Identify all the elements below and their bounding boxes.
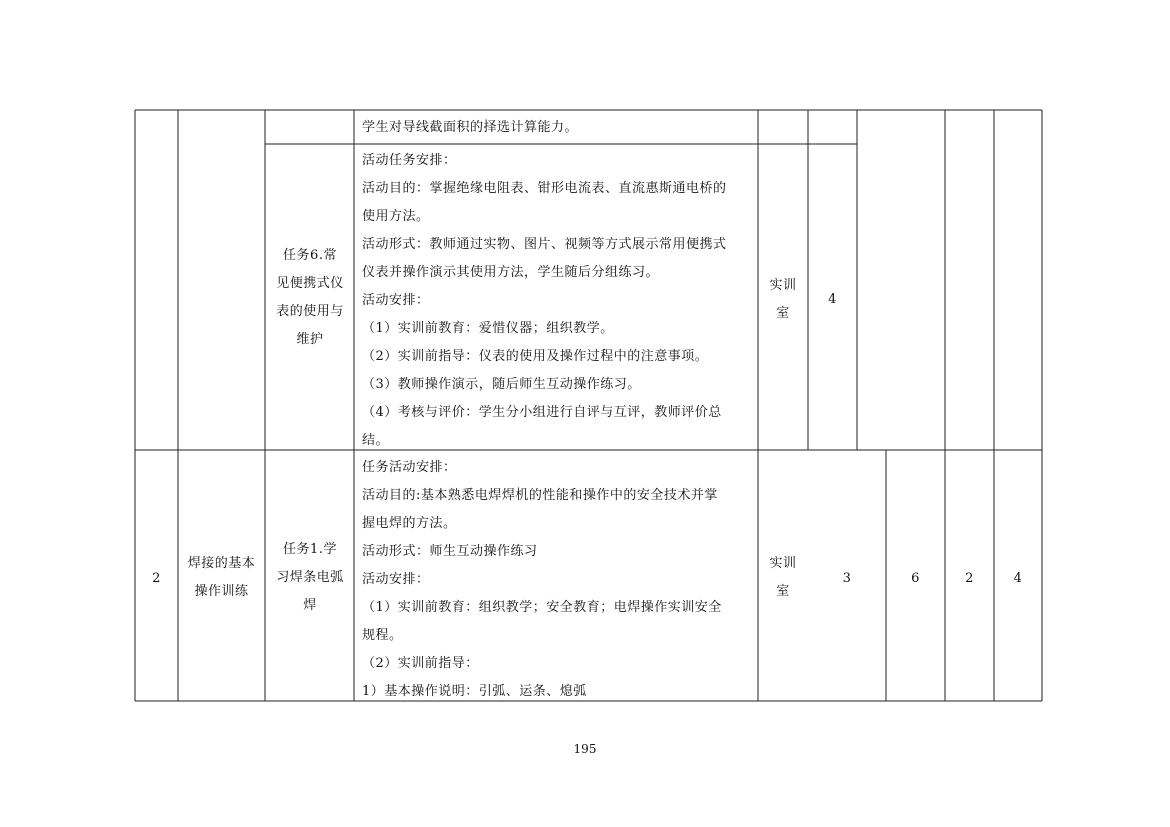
col-b-value: 4 [1013,571,1023,586]
task-1-name: 任务1.学 习焊条电弧 焊 [276,542,344,613]
task-1-location: 实训 室 [769,556,797,599]
task-6-hours: 4 [828,292,837,307]
task-6-name: 任务6.常 见便携式仪 表的使用与 维护 [276,248,344,347]
task-1-content: 任务活动安排： 活动目的:基本熟悉电焊焊机的性能和操作中的安全技术并掌 握电焊的方法。 活动形式：师生互动操作练习 活动安排： （1）实训前教育：组织教学；安全教育；电焊操作实训安全 规程。 （2）实训前指导： 1）基本操作说明：引弧、运条、熄弧 [362,460,722,699]
project-name: 焊接的基本 操作训练 [187,556,256,599]
col-a-value: 2 [965,571,974,586]
task-6-content: 活动任务安排： 活动目的：掌握绝缘电阻表、钳形电流表、直流惠斯通电桥的 使用方法。 活动形式：教师通过实物、图片、视频等方式展示常用便携式 仪表并操作演示其使用方法，学生随后分组练习。 活动安排： （1）实训前教育：爱惜仪器；组织教学。 （2）实训前指导：仪表的使用及操作过程中的注意事项。 （3）教师操作演示，随后师生互动操作练习。 （4）考核与评价：学生分小组进行自评与互评，教师评价总 结。 [362,153,727,448]
task-6-location: 实训 室 [769,278,797,321]
row-number: 2 [152,571,161,586]
carry-over-line: 学生对导线截面积的择选计算能力。 [362,120,579,135]
task-1-hours: 3 [842,571,852,586]
total-hours: 6 [911,571,920,586]
page-number: 195 [573,742,597,756]
